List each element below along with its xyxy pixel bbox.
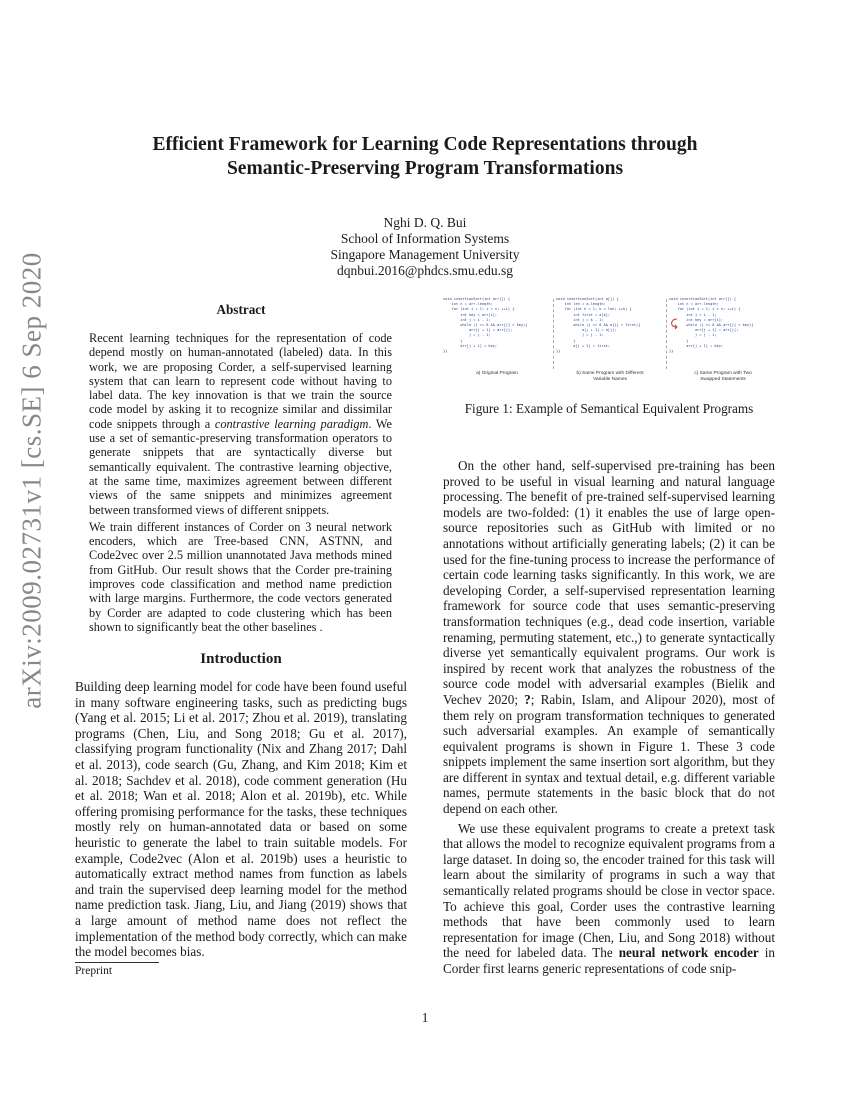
- abstract-text: Recent learning techniques for the representation of code depend mostly on human-annotated (labeled) data. In this work, we are proposing Corder, a self-supervised learning system that can learn to represent code without having to label data. The key innovation is that we train the source code model by asking it to recognize similar and dissimilar code snippets through a: [89, 331, 392, 431]
- figure-panel-original: [443, 297, 551, 379]
- abstract-paragraph-2: We train different instances of Corder on 3 neural network encoders, which are Tree-based CNN, ASTNN, and Code2vec over 2.5 million unannotated Java methods mined from GitHub. Our result shows that the Corder pre-training improves code classification and method name prediction with large margins. Furthermore, the code vectors generated by Corder are adapted to code clustering which has been shown to significantly beat the other baselines .: [89, 519, 392, 634]
- footnote-rule: [75, 962, 159, 963]
- right-paragraph-2: [443, 821, 775, 977]
- panel-caption: [669, 371, 777, 383]
- introduction-paragraph-1: Building deep learning model for code have been found useful in many software engineering tasks, such as predicting bugs (Yang et al. 2015; Li et al. 2017; Zhou et al. 2019), translating programs (Chen, Liu, and Song 2018; Gu et al. 2017), classifying program functionality (Nix and Zhang 2017; Dahl et al. 2013), code search (Gu, Zhang, and Kim 2018; Kim et al. 2018; Sachdev et al. 2018), code comment generation (Hu et al. 2018; Wan et al. 2018; Alon et al. 2019b), etc. While offering promising performance for the tasks, these techniques mostly rely on human-annotated data or based on some heuristic to generate the label to train suitable models. For example, Code2vec (Alon et al. 2019b) uses a heuristic to automatically extract method names from function as labels and train the supervised deep learning model for the method name prediction task. Jiang, Liu, and Jiang (2019) shows that a large amount of method name does not reflect the implementation of the method body correctly, which can make the model becomes bias.: [75, 679, 407, 960]
- introduction-heading: Introduction: [200, 651, 282, 667]
- swap-arrow-icon: [669, 317, 679, 331]
- abstract-paragraph-1: [89, 331, 392, 517]
- figure-1: [443, 297, 775, 382]
- panel-caption-line: b) Same Program with Different: [576, 371, 644, 376]
- abstract-text: . We use a set of semantic-preserving transformation operators to generate snippets that are syntactically diverse but semantically equivalent. The contrastive learning objective, at the same time, maximizes agreement between different views of the same snippets and minimizes agreement between transformed views of different snippets.: [89, 416, 392, 517]
- paper-title: [100, 133, 750, 181]
- author-email: dqnbui.2016@phdcs.smu.edu.sg: [337, 263, 513, 278]
- author-name: Nghi D. Q. Bui: [383, 215, 467, 230]
- panel-caption-line: Swapped Statements: [700, 377, 746, 382]
- code-snippet: void insertionSort(int arr[]) { int n = arr.length; for (int i = 1; i < n; ++i) { int key = arr[i]; int j = i - 1; while (j >= 0 && arr[j] > key){ arr[j + 1] = arr[j]; j = j - 1; } arr[j + 1] = key; }}: [443, 297, 528, 354]
- introduction-body: [75, 679, 407, 960]
- code-snippet: void insertionSort(int a[]) { int len = a.length; for (int k = 1; k < len; ++k) { int first = a[k]; int j = k - 1; while (j >= 0 && a[j] > first){ a[j + 1] = a[j]; j = j - 1; } a[j + 1] = first; }}: [556, 297, 641, 354]
- page-number: 1: [421, 1010, 429, 1025]
- abstract-emphasis: contrastive learning paradigm: [214, 416, 369, 431]
- figure-panel-renamed: [556, 297, 664, 382]
- abstract-body: [89, 331, 392, 634]
- panel-divider: [553, 299, 554, 369]
- panel-caption: [443, 371, 551, 377]
- body-text: On the other hand, self-supervised pre-training has been proved to be useful in visual learning and natural language processing. The benefit of pre-trained self-supervised learning models are two-folded: (1) it enables the use of large open-source repositories such as GitHub with limited or no annotations without artificially generating labels; (2) it can be used for the fine-tuning process to increase the performance of certain code learning tasks significantly. In this work, we are developing Corder, a self-supervised representation learning framework for source code that uses semantic-preserving transformation techniques (e.g., dead code insertion, variable renaming, permuting statement, etc.,) to generate syntactically diverse yet semantically equivalent programs. Our work is inspired by recent work that analyzes the robustness of the source code model with adversarial examples (Bielik and Vechev 2020;: [443, 458, 775, 707]
- abstract-heading: Abstract: [216, 302, 266, 317]
- bold-term: neural network encoder: [618, 945, 759, 961]
- right-paragraph-1: [443, 458, 775, 817]
- panel-caption-line: c) Same Program with Two: [694, 371, 752, 376]
- figure-panel-swapped: [669, 297, 777, 382]
- body-text: ; Rabin, Islam, and Alipour 2020), most of them rely on program transformation techniques to generated such adversarial examples. An example of semantically equivalent programs is shown in Figure 1. These 3 code snippets implement the same insertion sort algorithm, but they are different in syntax and textual detail, e.g. different variable names, permute statements in the basic block that do not depend on each other.: [443, 691, 775, 817]
- panel-caption: [556, 371, 664, 383]
- arxiv-identifier-text: arXiv:2009.02731v1 [cs.SE] 6 Sep 2020: [16, 251, 47, 709]
- title-line-1: Efficient Framework for Learning Code Representations through: [152, 134, 698, 155]
- panel-caption-line: Variable Names: [593, 377, 627, 382]
- right-column-body: [443, 458, 775, 977]
- author-affiliation-2: Singapore Management University: [330, 247, 520, 262]
- author-affiliation-1: School of Information Systems: [340, 231, 510, 246]
- code-snippet: void insertionSort(int arr[]) { int n = arr.length; for (int i = 1; i < n; ++i) { int j = i - 1; int key = arr[i]; while (j >= 0 && arr[j] > key){ arr[j + 1] = arr[j]; j = j - 1; } arr[j + 1] = key; }}: [669, 297, 754, 354]
- panel-caption-line: a) Original Program: [476, 371, 518, 376]
- author-block: [200, 215, 650, 279]
- body-text: We use these equivalent programs to create a pretext task that allows the model to recognize equivalent programs from a large dataset. In doing so, the encoder trained for this task will learn about the similarity of programs in such a way that semantically related programs should be close in vector space. To achieve this goal, Corder uses the contrastive learning methods that have been commonly used to learn representation for image (Chen, Liu, and Song 2018) without the need for labeled data. The: [443, 820, 775, 961]
- body-text: in Corder first learns generic representations of code snip-: [443, 945, 775, 976]
- figure-caption: Figure 1: Example of Semantical Equivalent Programs: [464, 401, 754, 416]
- panel-divider: [666, 299, 667, 369]
- footnote: Preprint: [75, 965, 113, 977]
- arxiv-identifier: [2, 251, 62, 709]
- title-line-2: Semantic-Preserving Program Transformations: [226, 158, 624, 179]
- missing-citation-mark: ?: [524, 691, 531, 707]
